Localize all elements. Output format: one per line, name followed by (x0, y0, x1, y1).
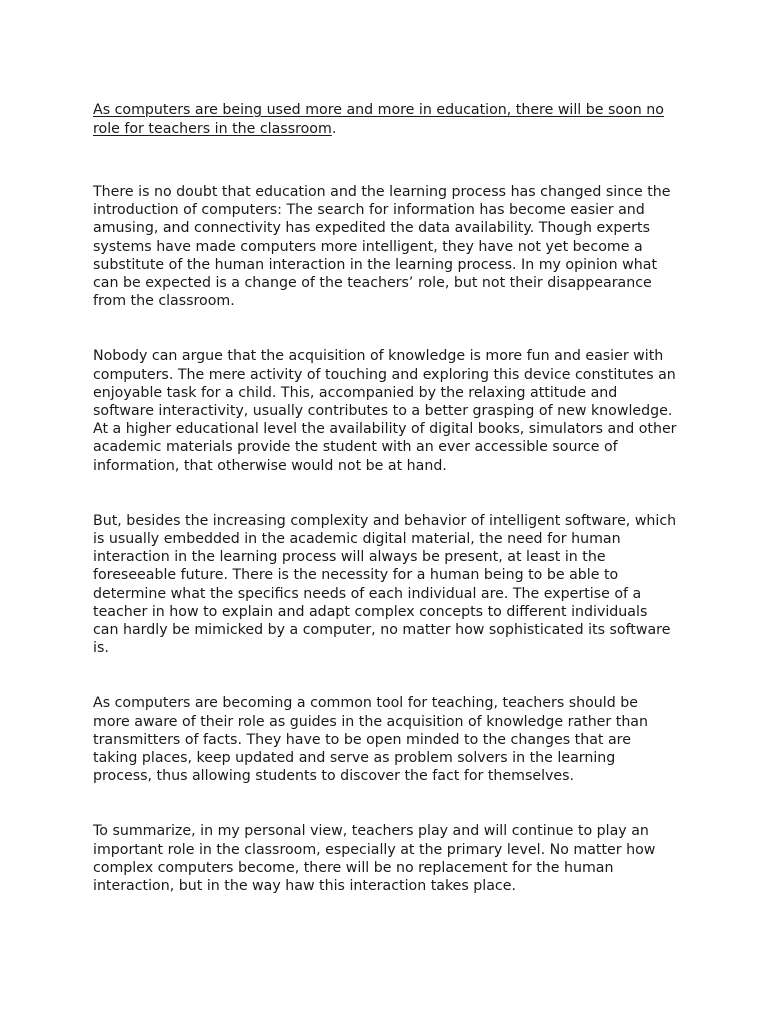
essay-title-period: . (331, 120, 337, 137)
essay-title (93, 101, 677, 138)
essay-paragraph-4: As computers are becoming a common tool for teaching, teachers should be more aware of their role as guides in the acquisition of knowledge rather than transmitters of facts. They have to be open minded to the changes that are taking places, keep updated and serve as problem solvers in the learning process, thus allowing students to discover the fact for themselves. (93, 695, 648, 785)
essay-paragraph-1: There is no doubt that education and the learning process has changed since the introduction of computers: The search for information has become easier and amusing, and connectivity has expedited the data availability. Though experts systems have made computers more intelligent, they have not yet become a substitute of the human interaction in the learning process. In my opinion what can be expected is a change of the teachers’ role, but not their disappearance from the classroom. (93, 184, 671, 310)
essay-paragraph-2: Nobody can argue that the acquisition of knowledge is more fun and easier with computers. The mere activity of touching and exploring this device constitutes an enjoyable task for a child. This, accompanied by the relaxing attitude and software interactivity, usually contributes to a better grasping of new knowledge. At a higher educational level the availability of digital books, simulators and other academic materials provide the student with an ever accessible source of information, that otherwise would not be at hand. (93, 348, 677, 474)
essay-document (93, 101, 677, 895)
essay-paragraph-3: But, besides the increasing complexity and behavior of intelligent software, which is usually embedded in the academic digital material, the need for human interaction in the learning process will always be present, at least in the foreseeable future. There is the necessity for a human being to be able to determine what the specifics needs of each individual are. The expertise of a teacher in how to explain and adapt complex concepts to different individuals can hardly be mimicked by a computer, no matter how sophisticated its software is. (93, 512, 677, 657)
essay-paragraph-5: To summarize, in my personal view, teachers play and will continue to play an important role in the classroom, especially at the primary level. No matter how complex computers become, there will be no replacement for the human interaction, but in the way haw this interaction takes place. (93, 823, 656, 895)
essay-title-text: As computers are being used more and more in education, there will be soon no role for teachers in the classroom (93, 102, 664, 137)
